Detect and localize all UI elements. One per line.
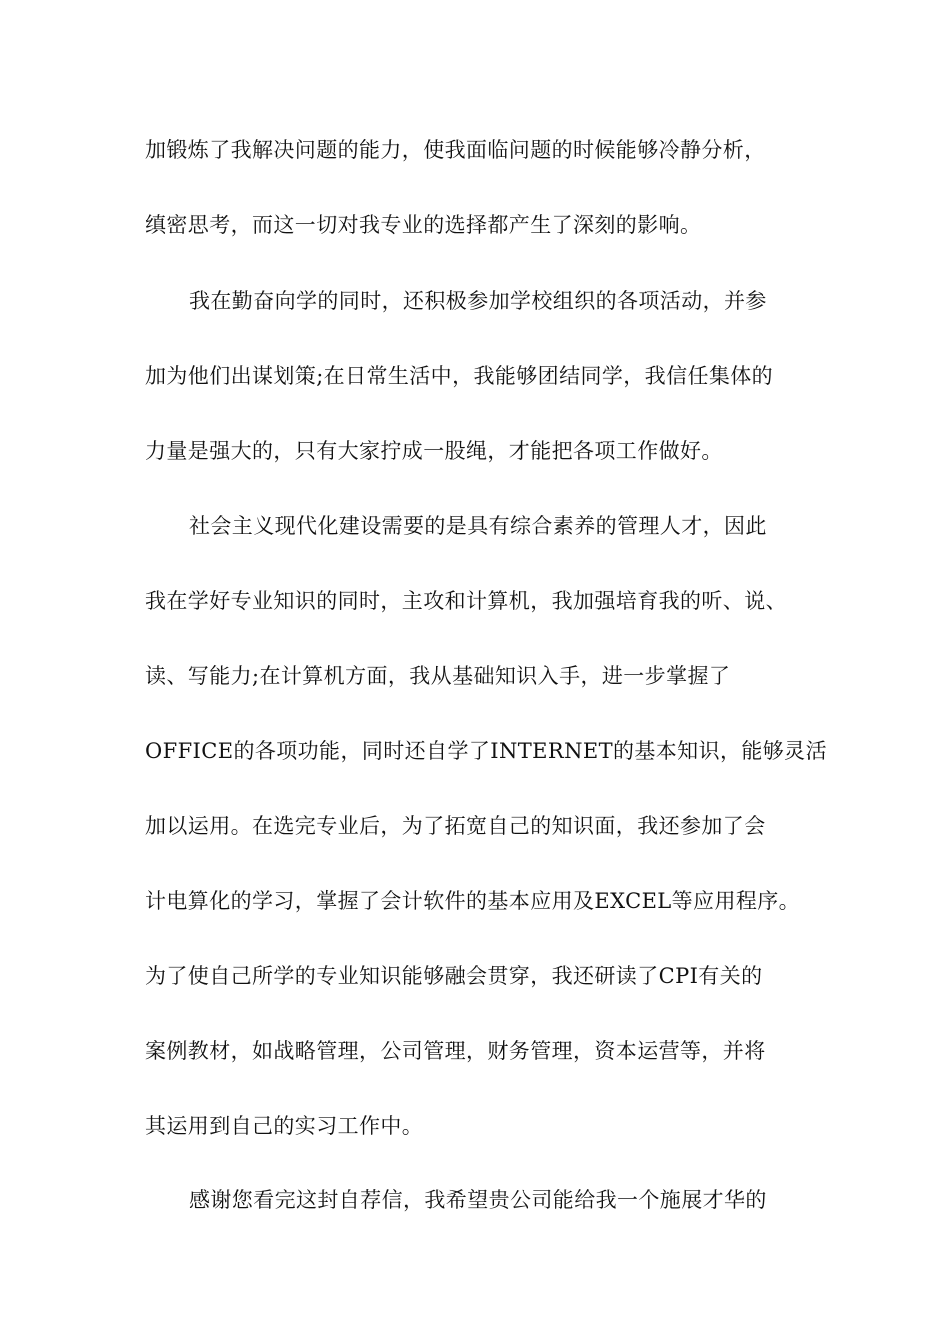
paragraph-first-line: 感谢您看完这封自荐信，我希望贵公司能给我一个施展才华的: [189, 1188, 767, 1212]
text-line: 计电算化的学习，掌握了会计软件的基本应用及EXCEL等应用程序。: [145, 889, 801, 913]
paragraph-first-line: 社会主义现代化建设需要的是具有综合素养的管理人才，因此: [189, 514, 767, 538]
text-line: 为了使自己所学的专业知识能够融会贯穿，我还研读了CPI有关的: [145, 964, 763, 988]
text-line: 力量是强大的，只有大家拧成一股绳，才能把各项工作做好。: [145, 439, 723, 463]
text-line: 案例教材，如战略管理，公司管理，财务管理，资本运营等，并将: [145, 1039, 766, 1063]
text-line: 加为他们出谋划策;在日常生活中，我能够团结同学，我信任集体的: [145, 364, 774, 388]
text-line: 我在学好专业知识的同时，主攻和计算机，我加强培育我的听、说、: [145, 589, 787, 613]
text-line: 其运用到自己的实习工作中。: [145, 1114, 424, 1138]
text-line: 加锻炼了我解决问题的能力，使我面临问题的时候能够冷静分析，: [145, 138, 766, 162]
text-line: 缜密思考，而这一切对我专业的选择都产生了深刻的影响。: [145, 213, 702, 237]
text-line: 读、写能力;在计算机方面，我从基础知识入手，进一步掌握了: [145, 664, 731, 688]
text-line: OFFICE的各项功能，同时还自学了INTERNET的基本知识，能够灵活: [145, 739, 827, 763]
text-line: 加以运用。在选完专业后，为了拓宽自己的知识面，我还参加了会: [145, 814, 766, 838]
paragraph-first-line: 我在勤奋向学的同时，还积极参加学校组织的各项活动，并参: [189, 289, 767, 313]
